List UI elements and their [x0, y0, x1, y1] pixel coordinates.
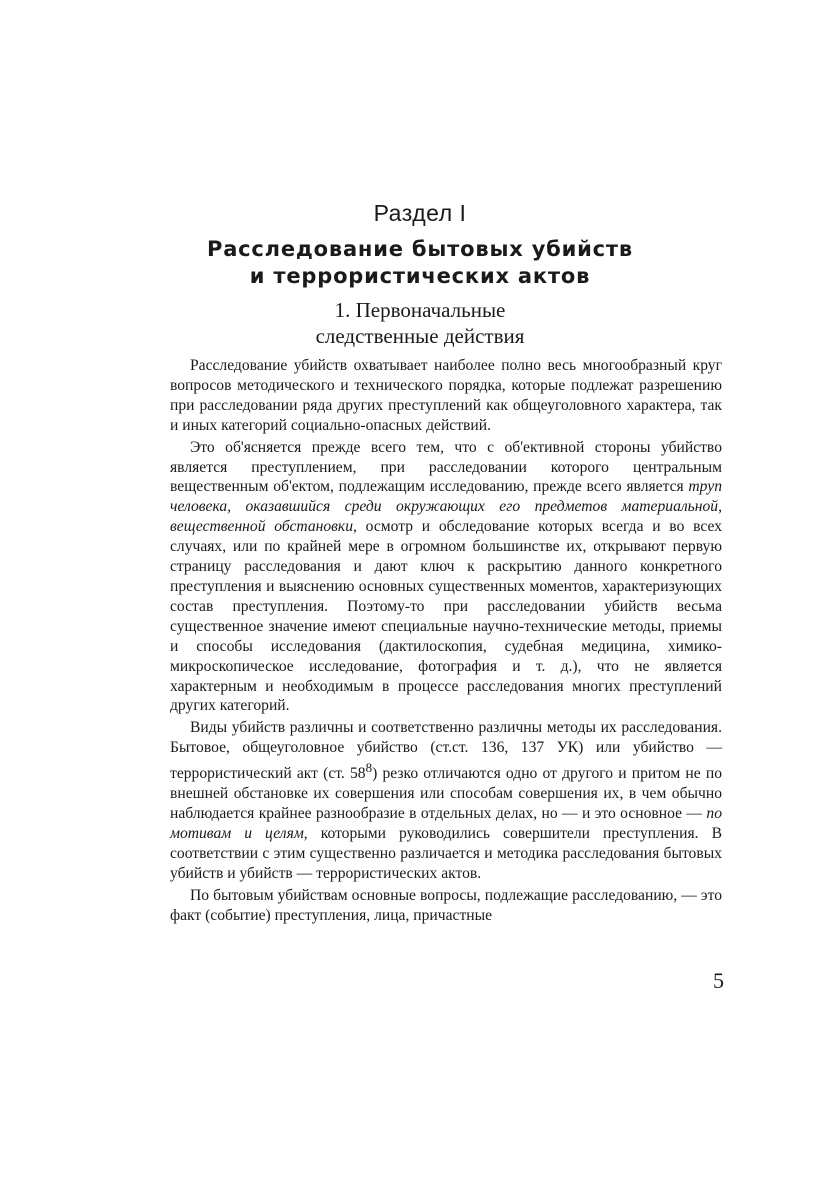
paragraph-4: По бытовым убийствам основные вопросы, подлежащие расследованию, — это факт (событие) преступления, лица, причастные [170, 886, 722, 924]
paragraph-1: Расследование убийств охватывает наиболее полно весь многообразный круг вопросов методического и технического порядка, которые подлежат разрешению при расследовании ряда других преступлений как общеуголовного характера, так и иных категорий социально-опасных действий. [170, 357, 722, 434]
page-number: 5 [713, 968, 724, 993]
chapter-title [0, 297, 840, 349]
section-label: Раздел I [373, 200, 467, 226]
paragraph-3-text-a: Виды убийств различны и соответственно различны методы их расследования. Бытовое, общеуголовное убийство (ст.ст. 136, 137 УК) или убийство — террористический акт (ст. 58 [170, 719, 722, 783]
paragraph-2-text-a: Это об'ясняется прежде всего тем, что с об'ективной стороны убийство является преступлением, при расследовании которого центральным вещественным об'ектом, подлежащим исследованию, прежде всего является [170, 438, 722, 496]
paragraph-3-italic: по мотивам и целям [170, 805, 722, 843]
part-title [0, 236, 840, 290]
paragraph-2-italic: труп человека, оказавшийся среди окружающих его предметов материальной, вещественной обстановки [170, 478, 722, 536]
chapter-title-line-1: 1. Первоначальные [334, 298, 506, 322]
chapter-title-line-2: следственные действия [315, 324, 525, 348]
body-text [170, 356, 722, 926]
paragraph-3-text-c: , которыми руководились совершители преступления. В соответствии с этим существенно различается и методика расследования бытовых убийств и убийств — террористических актов. [170, 825, 722, 882]
paragraph-2 [170, 438, 722, 717]
paragraph-3-text-b: ) резко отличаются одно от другого и притом не по внешней обстановке их совершения или способам совершения их, в чем обычно наблюдается крайнее разнообразие в отдельных делах, но — и это основное — [170, 765, 722, 823]
paragraph-3 [170, 718, 722, 883]
part-title-line-2: и террористических актов [249, 264, 591, 288]
part-title-line-1: Расследование бытовых убийств [207, 237, 633, 261]
paragraph-2-text-b: , осмотр и обследование которых всегда и во всех случаях, или по крайней мере в огромном большинстве их, открывают первую страницу расследования и дают ключ к раскрытию данного конкретного преступления и выяснению основных существенных моментов, характеризующих состав преступления. Поэтому-то при расследовании убийств весьма существенное значение имеют специальные научно-технические методы, приемы и способы исследования (дактилоскопия, судебная медицина, химико-микроскопическое исследование, фотография и т. д.), что не является характерным и необходимым в процессе расследования многих преступлений других категорий. [170, 518, 722, 715]
article-superscript: 8 [365, 760, 373, 776]
